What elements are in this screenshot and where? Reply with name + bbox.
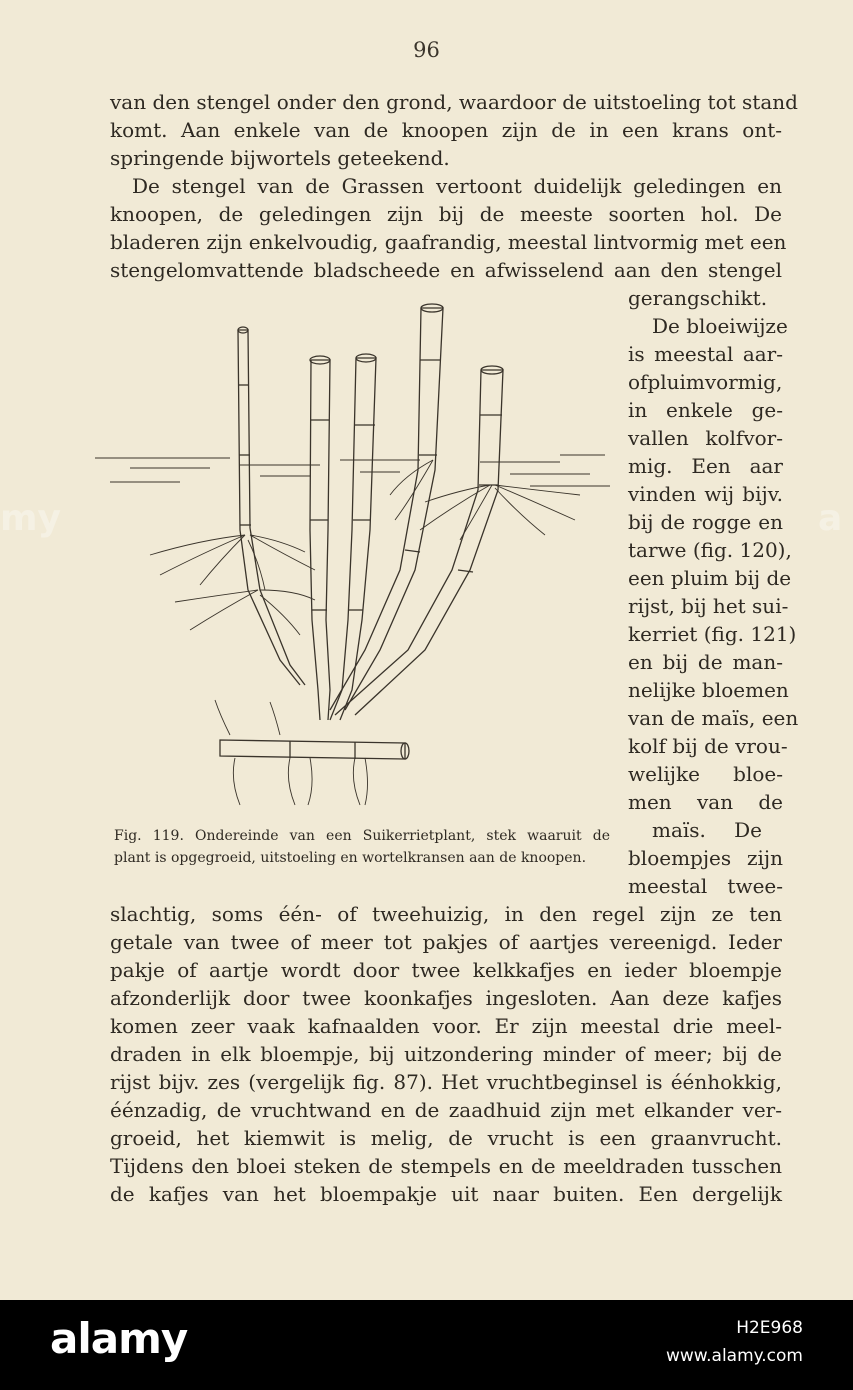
side-text-line: tarwe (fig. 120), bbox=[628, 538, 792, 562]
side-text-line: een pluim bij de bbox=[628, 566, 792, 590]
text-line: Tijdens den bloei steken de stempels en de meeldraden tusschen bbox=[110, 1154, 782, 1178]
side-text-line: en bij de man- bbox=[628, 650, 783, 674]
side-text-line: bij de rogge en bbox=[628, 510, 783, 534]
text-line: komt. Aan enkele van de knoopen zijn de in een krans ont- bbox=[110, 118, 782, 142]
side-text-line: welijke bloe- bbox=[628, 762, 783, 786]
text-line: groeid, het kiemwit is melig, de vrucht is een graanvrucht. bbox=[110, 1126, 782, 1150]
side-text-line: vinden wij bijv. bbox=[628, 482, 783, 506]
side-text-line: is meestal aar- bbox=[628, 342, 783, 366]
side-text-line: kerriet (fig. 121) bbox=[628, 622, 797, 646]
watermark-left: my bbox=[0, 498, 61, 539]
stalk bbox=[238, 327, 305, 685]
side-text-line: mig. Een aar bbox=[628, 454, 783, 478]
text-line: slachtig, soms één- of tweehuizig, in den regel zijn ze ten bbox=[110, 902, 782, 926]
side-text-line: men van de bbox=[628, 790, 783, 814]
text-line: komen zeer vaak kafnaalden voor. Er zijn meestal drie meel- bbox=[110, 1014, 782, 1038]
side-text-line: maïs. De bbox=[652, 818, 762, 842]
text-line: de kafjes van het bloempakje uit naar buiten. Een dergelijk bbox=[110, 1182, 782, 1206]
side-text-line: van de maïs, een bbox=[628, 706, 799, 730]
root-crown bbox=[150, 460, 580, 805]
text-line: draden in elk bloempje, bij uitzondering minder of meer; bij de bbox=[110, 1042, 782, 1066]
text-line: éénzadig, de vruchtwand en de zaadhuid zijn met elkander ver- bbox=[110, 1098, 782, 1122]
watermark-right: a bbox=[818, 498, 843, 539]
text-line: stengelomvattende bladscheede en afwisselend aan den stengel bbox=[110, 258, 782, 282]
figure-caption: Fig. 119. Ondereinde van een Suikerrietplant, stek waaruit de bbox=[114, 828, 610, 844]
side-text-line: De bloeiwijze bbox=[652, 314, 788, 338]
sugarcane-illustration bbox=[90, 290, 620, 810]
side-text-line: in enkele ge- bbox=[628, 398, 783, 422]
side-text-line: nelijke bloemen bbox=[628, 678, 789, 702]
stock-url: www.alamy.com bbox=[665, 1346, 803, 1366]
figure-caption: plant is opgegroeid, uitstoeling en wortelkransen aan de knoopen. bbox=[114, 850, 587, 866]
text-line: springende bijwortels geteekend. bbox=[110, 146, 450, 170]
side-text-line: meestal twee- bbox=[628, 874, 783, 898]
text-line: pakje of aartje wordt door twee kelkkafjes en ieder bloempje bbox=[110, 958, 782, 982]
text-line: De stengel van de Grassen vertoont duidelijk geledingen en bbox=[132, 174, 782, 198]
side-text-line: kolf bij de vrou- bbox=[628, 734, 788, 758]
side-text-line: ofpluimvormig, bbox=[628, 370, 783, 394]
side-text-line: bloempjes zijn bbox=[628, 846, 783, 870]
side-text-line: vallen kolfvor- bbox=[628, 426, 783, 450]
cutting bbox=[220, 740, 409, 759]
text-line: knoopen, de geledingen zijn bij de meeste soorten hol. De bbox=[110, 202, 782, 226]
stock-footer-bar bbox=[0, 1300, 853, 1390]
stock-logo: alamy bbox=[50, 1314, 188, 1363]
stalk bbox=[310, 356, 330, 720]
stalk bbox=[330, 354, 376, 720]
text-line: bladeren zijn enkelvoudig, gaafrandig, meestal lintvormig met een bbox=[110, 230, 787, 254]
side-text-line: gerangschikt. bbox=[628, 286, 768, 310]
page-number: 96 bbox=[413, 38, 440, 62]
text-line: afzonderlijk door twee koonkafjes ingesloten. Aan deze kafjes bbox=[110, 986, 782, 1010]
text-line: getale van twee of meer tot pakjes of aartjes vereenigd. Ieder bbox=[110, 930, 782, 954]
side-text-line: rijst, bij het sui- bbox=[628, 594, 789, 618]
text-line: rijst bijv. zes (vergelijk fig. 87). Het vruchtbeginsel is éénhokkig, bbox=[110, 1070, 782, 1094]
image-id: H2E968 bbox=[736, 1318, 803, 1338]
text-line: van den stengel onder den grond, waardoor de uitstoeling tot stand bbox=[110, 90, 798, 114]
